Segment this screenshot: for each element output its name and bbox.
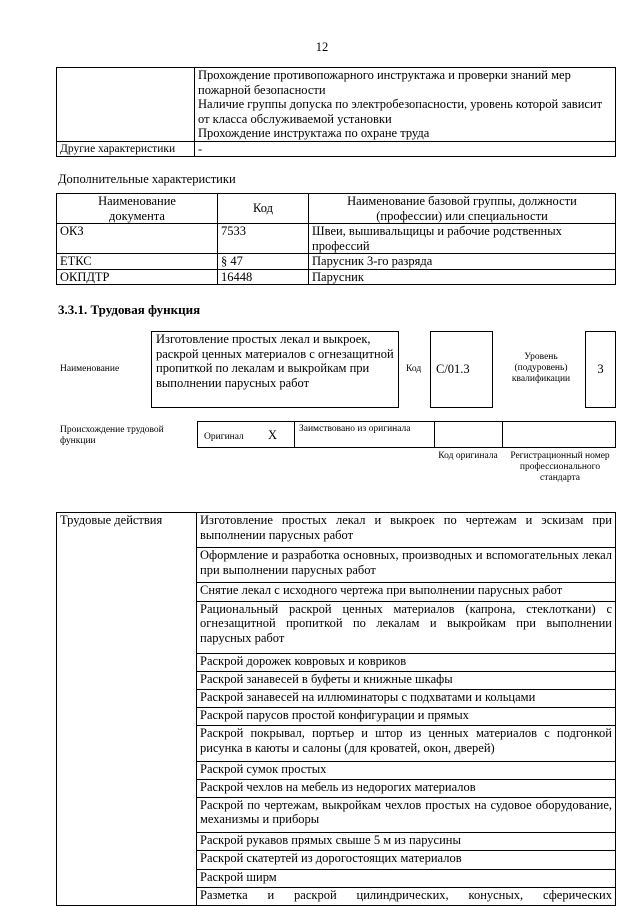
code-original-label: Код оригинала <box>438 451 498 461</box>
additional-title: Дополнительные характеристики <box>58 172 236 186</box>
code-label: Код <box>406 364 422 374</box>
level-value: 3 <box>597 362 604 376</box>
origin-box <box>197 421 616 448</box>
actions-label: Трудовые действия <box>57 513 197 906</box>
level-label: Уровень (подуровень) квалификации <box>511 352 571 384</box>
name-label: Наименование <box>60 364 120 374</box>
header-group-name: Наименование базовой группы, должности (профессии) или специальности <box>309 194 616 224</box>
action-item: Раскрой чехлов на мебель из недорогих материалов <box>197 779 616 797</box>
requirement-item: Прохождение противопожарного инструктажа и проверки знаний мер пожарной безопасности <box>198 68 571 97</box>
code-cell: 16448 <box>218 269 309 285</box>
doc-name-cell: ОКЗ <box>57 224 218 254</box>
section-title: 3.3.1. Трудовая функция <box>58 302 201 317</box>
table-header-row <box>57 194 616 224</box>
divider <box>294 422 295 447</box>
original-label: Оригинал <box>204 432 244 442</box>
additional-table <box>56 193 616 285</box>
table-row <box>57 224 616 254</box>
group-name-cell: Парусник <box>309 269 616 285</box>
action-item: Раскрой покрывал, портьер и штор из ценных материалов с подгонкой рисунка в каюты и салоны (для кроватей, окон, дверей) <box>197 726 616 761</box>
original-mark: X <box>268 428 278 442</box>
action-item: Раскрой парусов простой конфигурации и прямых <box>197 708 616 726</box>
header-doc-name: Наименование документа <box>57 194 218 224</box>
top-table-values <box>195 68 616 142</box>
action-item: Раскрой по чертежам, выкройкам чехлов простых на судовое оборудование, механизмы и приборы <box>197 797 616 832</box>
requirement-item: Прохождение инструктажа по охране труда <box>198 126 430 140</box>
action-item: Раскрой ширм <box>197 869 616 887</box>
doc-name-cell: ОКПДТР <box>57 269 218 285</box>
origin-label: Происхождение трудовой функции <box>60 425 164 446</box>
table-row <box>57 513 616 548</box>
action-item: Оформление и разработка основных, производных и вспомогательных лекал при выполнении парусных работ <box>197 548 616 583</box>
action-item: Раскрой занавесей в буфеты и книжные шкафы <box>197 671 616 689</box>
function-code-box <box>430 331 493 408</box>
table-row <box>57 269 616 285</box>
code-cell: § 47 <box>218 254 309 270</box>
requirement-item: Наличие группы допуска по электробезопасности, уровень которой зависит от класса обслуживаемой установки <box>198 97 603 126</box>
table-row <box>57 141 616 157</box>
table-row <box>57 254 616 270</box>
action-item: Раскрой занавесей на иллюминаторы с подхватами и кольцами <box>197 690 616 708</box>
divider <box>502 422 503 447</box>
top-table <box>56 67 616 157</box>
actions-table <box>56 512 616 906</box>
function-name-value: Изготовление простых лекал и выкроек, раскрой ценных материалов с огнезащитной пропиткой по лекалам и выкройкам при выполнении парусных работ <box>156 332 394 390</box>
action-item: Снятие лекал с исходного чертежа при выполнении парусных работ <box>197 583 616 601</box>
action-item: Разметка и раскрой цилиндрических, конусных, сферических <box>197 887 616 905</box>
top-table-empty-label <box>57 68 195 142</box>
other-characteristics-value: - <box>195 141 616 157</box>
divider <box>434 422 435 447</box>
action-item: Раскрой скатертей из дорогостоящих материалов <box>197 851 616 869</box>
level-box <box>585 331 616 408</box>
function-code-value: C/01.3 <box>436 362 470 376</box>
function-name-box <box>151 331 399 408</box>
borrowed-label: Заимствовано из оригинала <box>299 424 411 434</box>
action-item: Раскрой дорожек ковровых и ковриков <box>197 653 616 671</box>
other-characteristics-label: Другие характеристики <box>57 141 195 157</box>
header-code: Код <box>218 194 309 224</box>
group-name-cell: Парусник 3-го разряда <box>309 254 616 270</box>
reg-number-label: Регистрационный номер профессионального стандарта <box>510 451 610 483</box>
action-item: Раскрой сумок простых <box>197 761 616 779</box>
doc-name-cell: ЕТКС <box>57 254 218 270</box>
group-name-cell: Швеи, вышивальщицы и рабочие родственных профессий <box>309 224 616 254</box>
action-item: Рациональный раскрой ценных материалов (капрона, стеклоткани) с огнезащитной пропиткой по лекалам и выкройкам при выполнении парусных работ <box>197 601 616 653</box>
page-number: 12 <box>315 40 329 54</box>
action-item: Раскрой рукавов прямых свыше 5 м из парусины <box>197 833 616 851</box>
code-cell: 7533 <box>218 224 309 254</box>
action-item: Изготовление простых лекал и выкроек по чертежам и эскизам при выполнении парусных работ <box>197 513 616 548</box>
table-row <box>57 68 616 142</box>
